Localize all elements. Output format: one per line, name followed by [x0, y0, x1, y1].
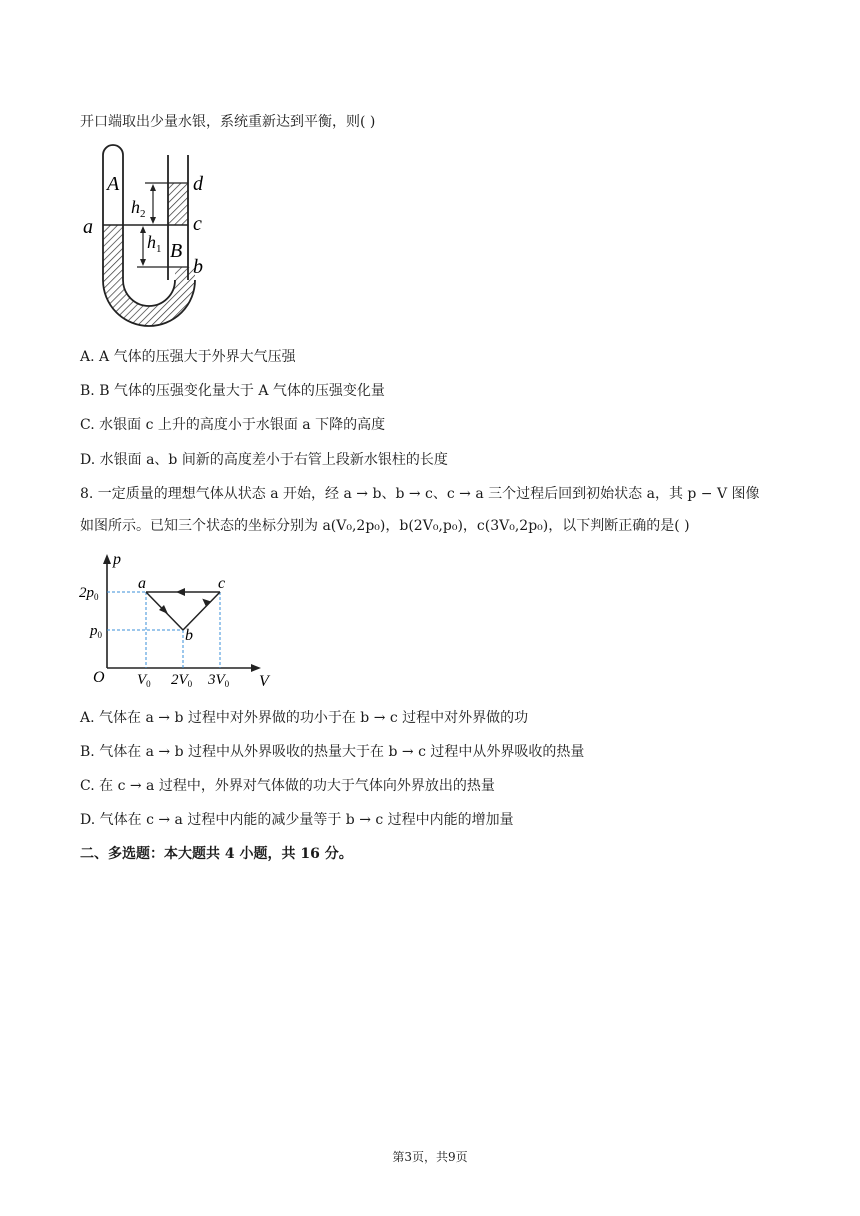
- tick-2V0: $2V_0$: [171, 672, 193, 689]
- label-a: a: [83, 216, 93, 238]
- q8-option-a: A. 气体在 a → b 过程中对外界做的功小于在 b → c 过程中对外界做的功: [80, 710, 529, 726]
- q7-option-c: C. 水银面 c 上升的高度小于水银面 a 下降的高度: [80, 417, 386, 433]
- label-A: A: [107, 173, 120, 195]
- q8-option-d: D. 气体在 c → a 过程中内能的减少量等于 b → c 过程中内能的增加量: [80, 812, 514, 828]
- point-b-label: b: [185, 627, 193, 644]
- axis-p-label: p: [113, 551, 121, 568]
- section-heading: 二、多选题：本大题共 4 小题，共 16 分。: [80, 846, 353, 862]
- q8-stem-line2: 如图所示。已知三个状态的坐标分别为 a(V₀,2p₀)，b(2V₀,p₀)，c(3V₀,2p₀)，以下判断正确的是( ): [80, 518, 690, 534]
- label-h2: $h_2$: [131, 197, 146, 220]
- q8-option-b: B. 气体在 a → b 过程中从外界吸收的热量大于在 b → c 过程中从外界吸收的热量: [80, 744, 585, 760]
- q7-option-d: D. 水银面 a、b 间新的高度差小于右管上段新水银柱的长度: [80, 452, 448, 468]
- q8-stem-line1: 8. 一定质量的理想气体从状态 a 开始，经 a → b、b → c、c → a 三个过程后回到初始状态 a，其 p − V 图像: [80, 486, 760, 502]
- question-stem-continuation: 开口端取出少量水银，系统重新达到平衡，则( ): [80, 114, 376, 130]
- pv-graph: [75, 550, 275, 695]
- q7-option-a: A. A 气体的压强大于外界大气压强: [80, 349, 296, 365]
- mercury-upper: [168, 183, 188, 225]
- label-c: c: [193, 213, 202, 235]
- u-tube-figure: [75, 140, 235, 340]
- origin-label: O: [93, 669, 105, 686]
- label-h1: $h_1$: [147, 232, 162, 255]
- label-b: b: [193, 256, 203, 278]
- arrow-c-to-a: [176, 588, 185, 596]
- tick-p0: $p_0$: [90, 623, 102, 640]
- label-B: B: [170, 240, 183, 262]
- tick-3V0: $3V_0$: [208, 672, 230, 689]
- tick-V0: $V_0$: [137, 672, 151, 689]
- label-d: d: [193, 173, 203, 195]
- point-c-label: c: [218, 575, 226, 592]
- dashed-guides: [107, 592, 220, 668]
- tick-2p0: $2p_0$: [79, 585, 99, 602]
- q7-option-b: B. B 气体的压强变化量大于 A 气体的压强变化量: [80, 383, 385, 399]
- point-a-label: a: [138, 575, 146, 592]
- axis-V-label: V: [259, 673, 269, 690]
- q8-option-c: C. 在 c → a 过程中，外界对气体做的功大于气体向外界放出的热量: [80, 778, 495, 794]
- page-footer: 第3页，共9页: [392, 1150, 468, 1164]
